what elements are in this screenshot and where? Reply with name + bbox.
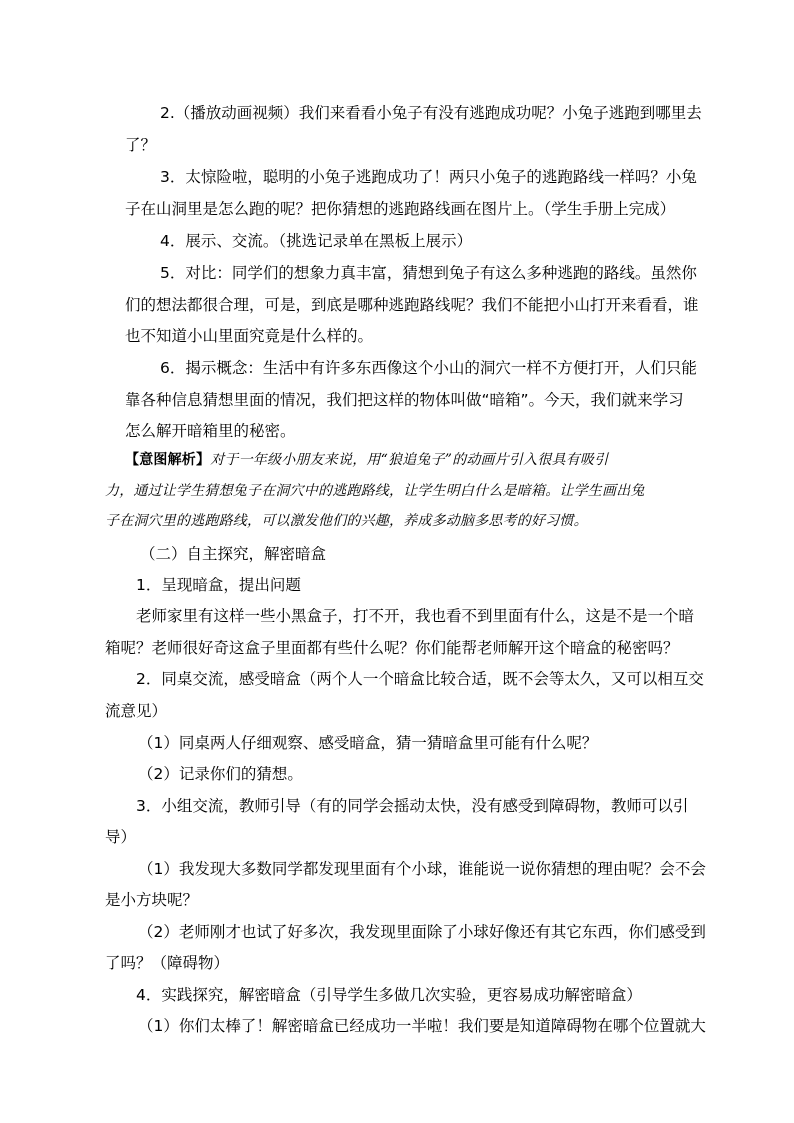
paragraph-5-line-1: 5．对比：同学们的想象力真丰富，猜想到兔子有这么多种逃跑的路线。虽然你 — [160, 264, 697, 282]
section-2-heading: （二）自主探究，解密暗盒 — [140, 545, 327, 563]
step-1-line-1: 老师家里有这样一些小黑盒子，打不开，我也看不到里面有什么，这是不是一个暗 — [136, 607, 695, 625]
intent-analysis-line-3: 子在洞穴里的逃跑路线，可以激发他们的兴趣，养成多动脑多思考的好习惯。 — [105, 513, 588, 529]
paragraph-6-line-2: 靠各种信息猜想里面的情况，我们把这样的物体叫做“暗箱”。今天，我们就来学习 — [125, 391, 684, 409]
step-3-line-2: 导） — [105, 828, 137, 846]
step-2-line-2: 流意见） — [105, 702, 168, 720]
paragraph-6-line-3: 怎么解开暗箱里的秘密。 — [125, 422, 296, 440]
step-3-line-1: 3．小组交流，教师引导（有的同学会摇动太快，没有感受到障碍物，教师可以引 — [136, 797, 689, 815]
step-1-line-2: 箱呢？老师很好奇这盒子里面都有些什么呢？你们能帮老师解开这个暗盒的秘密吗？ — [105, 639, 679, 657]
intent-analysis-line-2: 力，通过让学生猜想兔子在洞穴中的逃跑路线，让学生明白什么是暗箱。让学生画出兔 — [105, 483, 645, 499]
paragraph-6-line-1: 6．揭示概念：生活中有许多东西像这个小山的洞穴一样不方便打开，人们只能 — [160, 359, 697, 377]
step-2-item-1: （1）同桌两人仔细观察、感受暗盒，猜一猜暗盒里可能有什么呢？ — [138, 734, 598, 752]
step-3-item-1-line-2: 是小方块呢？ — [105, 891, 199, 909]
step-2-line-1: 2．同桌交流，感受暗盒（两个人一个暗盒比较合适，既不会等太久，又可以相互交 — [136, 670, 704, 688]
intent-analysis-text-1: 对于一年级小朋友来说，用“狼追兔子”的动画片引入很具有吸引 — [210, 452, 609, 468]
intent-analysis-tag: 【意图解析】 — [125, 452, 211, 468]
paragraph-2-line-2: 了？ — [125, 136, 157, 154]
step-4-item-1: （1）你们太棒了！解密暗盒已经成功一半啦！我们要是知道障碍物在哪个位置就大 — [138, 1017, 706, 1035]
paragraph-3-line-2: 子在山洞里是怎么跑的呢？把你猜想的逃跑路线画在图片上。（学生手册上完成） — [125, 200, 676, 218]
step-1-title: 1．呈现暗盒，提出问题 — [136, 576, 301, 594]
paragraph-4: 4．展示、交流。（挑选记录单在黑板上展示） — [160, 232, 473, 250]
step-3-item-1-line-1: （1）我发现大多数同学都发现里面有个小球，谁能说一说你猜想的理由呢？会不会 — [138, 860, 706, 878]
step-4-title: 4．实践探究，解密暗盒（引导学生多做几次实验，更容易成功解密暗盒） — [136, 986, 642, 1004]
paragraph-5-line-2: 们的想法都很合理，可是，到底是哪种逃跑路线呢？我们不能把小山打开来看看，谁 — [125, 296, 699, 314]
step-2-item-2: （2）记录你们的猜想。 — [138, 765, 303, 783]
paragraph-3-line-1: 3．太惊险啦，聪明的小兔子逃跑成功了！两只小兔子的逃跑路线一样吗？小兔 — [160, 168, 697, 186]
step-3-item-2-line-1: （2）老师刚才也试了好多次，我发现里面除了小球好像还有其它东西，你们感受到 — [138, 923, 706, 941]
step-3-item-2-line-2: 了吗？（障碍物） — [105, 954, 230, 972]
paragraph-5-line-3: 也不知道小山里面究竟是什么样的。 — [125, 327, 374, 345]
intent-analysis-line-1 — [125, 450, 608, 470]
paragraph-2-line-1: 2.（播放动画视频）我们来看看小兔子有没有逃跑成功呢？小兔子逃跑到哪里去 — [160, 104, 702, 122]
